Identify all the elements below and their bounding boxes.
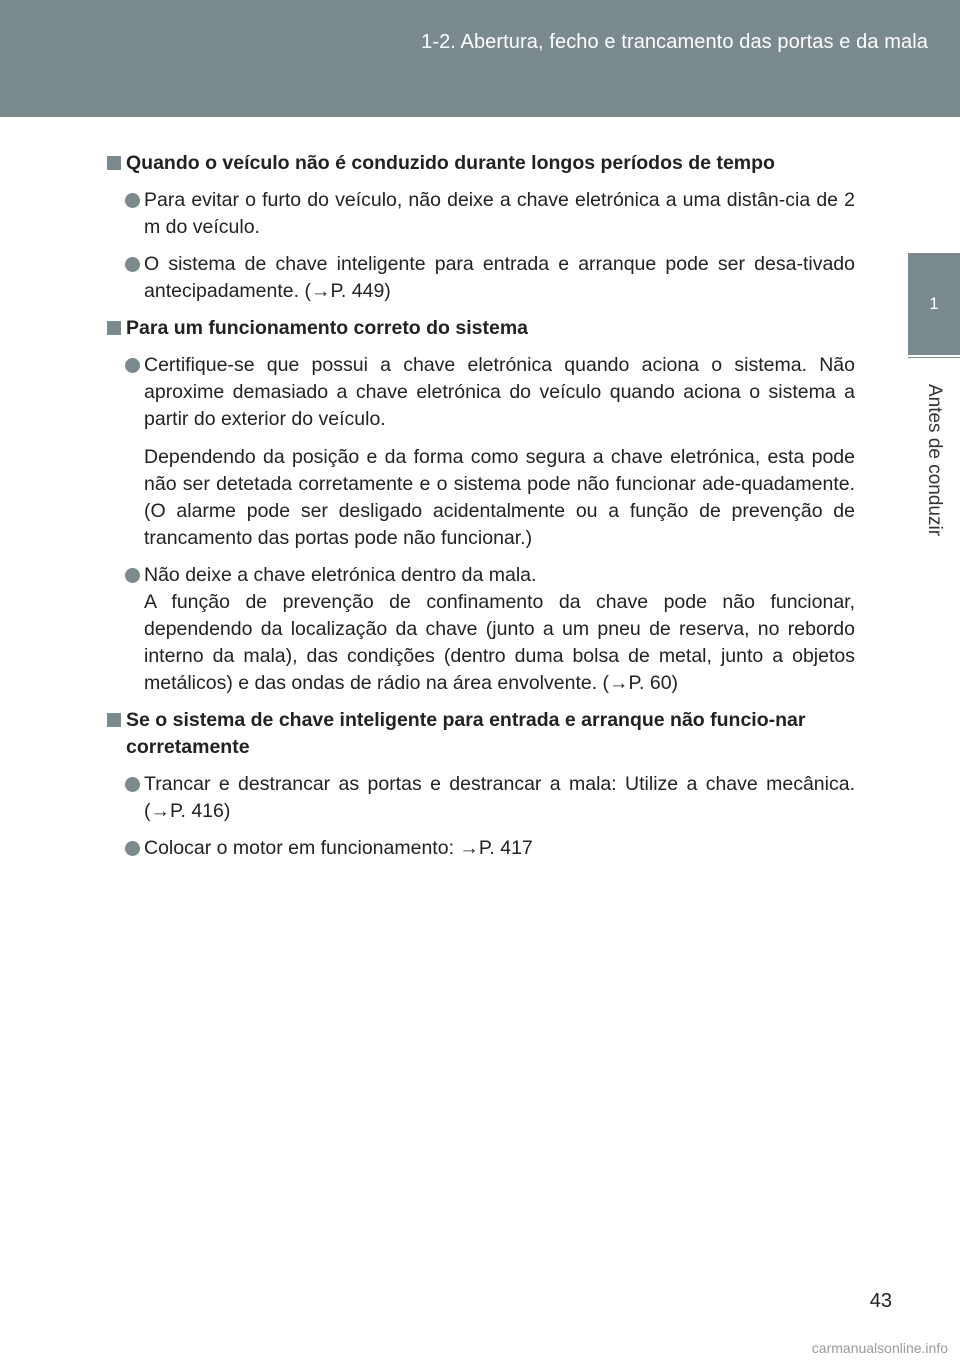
section-heading: Se o sistema de chave inteligente para entrada e arranque não funcio-nar corretamente — [107, 707, 855, 761]
square-bullet-icon — [107, 156, 121, 170]
watermark: carmanualsonline.info — [811, 1340, 948, 1356]
list-item: Para evitar o furto do veículo, não deixe a chave eletrónica a uma distân-cia de 2 m do veículo. — [107, 187, 855, 241]
circle-bullet-icon — [125, 257, 140, 272]
square-bullet-icon — [107, 713, 121, 727]
chapter-tab: 1 — [908, 253, 960, 355]
circle-bullet-icon — [125, 777, 140, 792]
circle-bullet-icon — [125, 841, 140, 856]
circle-bullet-icon — [125, 358, 140, 373]
page-number: 43 — [869, 1290, 892, 1312]
section-heading: Para um funcionamento correto do sistema — [107, 315, 855, 342]
square-bullet-icon — [107, 321, 121, 335]
list-item: Colocar o motor em funcionamento: →P. 417 — [107, 835, 855, 862]
main-content — [107, 150, 855, 872]
section-malfunction — [107, 707, 855, 862]
circle-bullet-icon — [125, 568, 140, 583]
section-title: 1-2. Abertura, fecho e trancamento das portas e da mala — [421, 31, 928, 53]
section-correct-operation — [107, 315, 855, 697]
list-item: Certifique-se que possui a chave eletrónica quando aciona o sistema. Não aproxime demasiado a chave eletrónica do veículo quando aciona o sistema a partir do exterior do veículo. Dependendo da posição e da forma como segura a chave eletrónica, esta pode não ser detetada corretamente e o sistema pode não funcionar ade-quadamente. (O alarme pode ser desligado acidentalmente ou a função de prevenção de trancamento das portas pode não funcionar.) — [107, 352, 855, 552]
section-long-periods — [107, 150, 855, 305]
page-header — [0, 0, 960, 117]
list-item: Trancar e destrancar as portas e destrancar a mala: Utilize a chave mecânica. (→P. 416) — [107, 771, 855, 825]
circle-bullet-icon — [125, 193, 140, 208]
list-item: Não deixe a chave eletrónica dentro da mala. A função de prevenção de confinamento da chave pode não funcionar, dependendo da localização da chave (junto a um pneu de reserva, no rebordo interno da mala), das condições (dentro duma bolsa de metal, junto a objetos metálicos) e das ondas de rádio na área envolvente. (→P. 60) — [107, 562, 855, 697]
chapter-label: Antes de conduzir — [924, 383, 945, 537]
section-heading: Quando o veículo não é conduzido durante longos períodos de tempo — [107, 150, 855, 177]
list-item: O sistema de chave inteligente para entrada e arranque pode ser desa-tivado antecipadamente. (→P. 449) — [107, 251, 855, 305]
chapter-tab-divider — [908, 357, 960, 358]
